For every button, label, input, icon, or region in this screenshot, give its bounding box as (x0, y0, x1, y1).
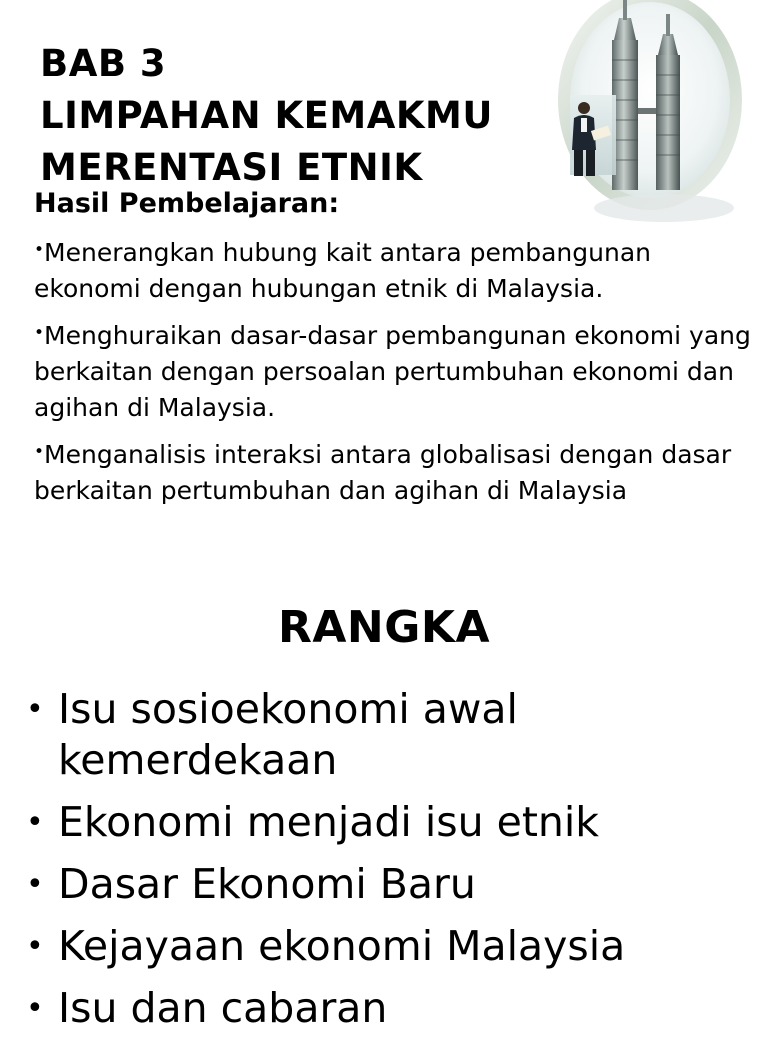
bullet-icon: • (26, 692, 44, 727)
outline-item (26, 859, 756, 910)
twin-towers-image (552, 0, 768, 235)
learning-outcome-text: Menghuraikan dasar-dasar pembangunan ekonomi yang berkaitan dengan persoalan pertumbuhan ekonomi dan agihan di Malaysia. (34, 321, 751, 422)
bullet-icon: • (34, 442, 45, 462)
outline-item (26, 983, 756, 1034)
outline-item-text: Isu dan cabaran (58, 984, 388, 1032)
outline-item (26, 797, 756, 848)
learning-outcome-text: Menerangkan hubung kait antara pembangunan ekonomi dengan hubungan etnik di Malaysia. (34, 238, 651, 303)
outline-item-text: Ekonomi menjadi isu etnik (58, 798, 600, 846)
chapter-title-line-2: MERENTASI ETNIK (40, 146, 423, 189)
learning-outcomes-heading: Hasil Pembelajaran: (34, 188, 340, 219)
outline-item-text: Dasar Ekonomi Baru (58, 860, 476, 908)
chapter-number: BAB 3 (40, 42, 167, 85)
bullet-icon: • (34, 240, 45, 260)
bullet-icon: • (26, 929, 44, 964)
learning-outcomes-list (34, 232, 754, 517)
outline-list (26, 684, 756, 1045)
learning-outcome-item (34, 434, 754, 509)
twin-towers-icon (552, 0, 768, 235)
chapter-title (40, 38, 560, 194)
bullet-icon: • (26, 991, 44, 1026)
learning-outcome-item (34, 232, 754, 307)
outline-item (26, 921, 756, 972)
bullet-icon: • (34, 323, 45, 343)
chapter-title-line-1: LIMPAHAN KEMAKMU (40, 94, 493, 137)
bullet-icon: • (26, 805, 44, 840)
bullet-icon: • (26, 867, 44, 902)
outline-heading: RANGKA (277, 602, 491, 653)
outline-item-text: Kejayaan ekonomi Malaysia (58, 922, 626, 970)
learning-outcome-item (34, 315, 754, 426)
outline-item-text: Isu sosioekonomi awal kemerdekaan (58, 685, 518, 784)
learning-outcome-text: Menganalisis interaksi antara globalisasi dengan dasar berkaitan pertumbuhan dan agihan di Malaysia (34, 440, 732, 505)
outline-item (26, 684, 756, 786)
